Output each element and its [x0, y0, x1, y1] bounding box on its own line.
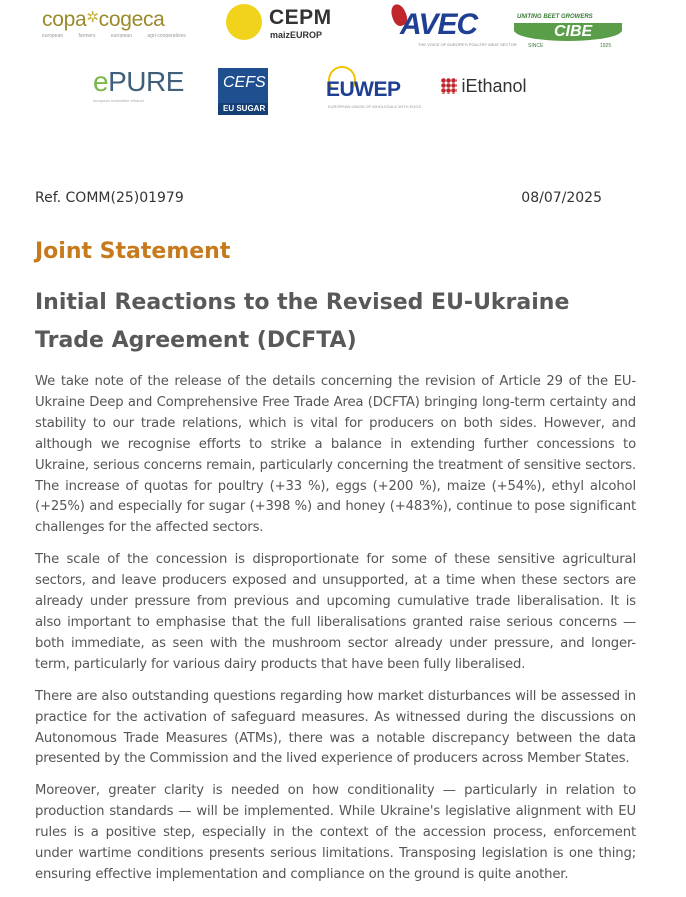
avec-logo-name: AVEC	[400, 8, 478, 41]
body-paragraph: There are also outstanding questions regarding how market disturbances will be assessed in practice for the activation of safeguard measures. As witnessed during the discussions on Autonomous Trade Measures (ATMs), there was a notable discrepancy between the data presented by the Commission and the lived experience of producers across Member States.	[35, 688, 636, 767]
euwep-logo-sub: EUROPEAN UNION OF WHOLESALE WITH EGGS	[328, 104, 422, 109]
cibe-logo	[514, 14, 622, 49]
copa-cogeca-logo-sub: european farmers european agri-cooperatives	[42, 33, 186, 39]
body-paragraph: The scale of the concession is disproportionate for some of these sensitive agricultural sectors, and leave producers exposed and unsupported, at a time when these sectors are already under pressure from previous and upcoming cumulative trade liberalisation. It is also important to emphasise that the full liberalisations granted raise serious concerns — both immediate, as seen with the mushroom sector already under pressure, and longer-term, particularly for various dairy products that have been fully liberalised.	[35, 552, 636, 672]
document-kicker: Joint Statement	[35, 239, 231, 264]
document-title: Initial Reactions to the Revised EU-Ukraine Trade Agreement (DCFTA)	[35, 290, 570, 353]
avec-logo-sub: THE VOICE OF EUROPE'S POULTRY MEAT SECTOR	[418, 42, 517, 47]
cibe-logo-year-right: 1925	[600, 43, 612, 49]
document-date: 08/07/2025	[521, 190, 602, 206]
copa-cogeca-logo: copa✲cogeca european farmers european agri-cooperatives	[42, 8, 186, 39]
cefs-logo-sub: EU SUGAR	[223, 104, 266, 113]
iethanol-logo-name: iEthanol	[461, 76, 527, 96]
reference-number: Ref. COMM(25)01979	[35, 190, 184, 206]
body-paragraph: We take note of the release of the details concerning the revision of Article 29 of the EU-Ukraine Deep and Comprehensive Free Trade Area (DCFTA) bringing long-term certainty and stability to our trade relations, which is vital for producers on both sides. However, and although we recognise efforts to strike a balance in extending further concessions to Ukraine, serious concerns remain, particularly concerning the treatment of sensitive sectors. The increase of quotas for poultry (+33 %), eggs (+200 %), maize (+54%), ethyl alcohol (+25%) and especially for sugar (+398 %) and honey (+483%), continue to pose significant challenges for the affected sectors.	[35, 374, 636, 536]
epure-logo-sub: european renewable ethanol	[93, 98, 144, 103]
cefs-logo	[218, 68, 268, 115]
cibe-logo-name: CIBE	[554, 23, 593, 40]
avec-logo	[392, 4, 517, 48]
body-paragraph: Moreover, greater clarity is needed on how conditionality — particularly in relation to production standards — will be implemented. While Ukraine's legislative alignment with EU rules is a positive step, especially in the context of the accession process, enforcement under wartime conditions presents serious limitations. Transposing legislation is one thing; ensuring effective implementation and compliance on the ground is quite another.	[35, 783, 636, 882]
cibe-logo-year-left: SINCE	[528, 43, 544, 49]
euwep-logo-name: EUWEP	[326, 78, 401, 101]
cibe-logo-top: UNITING BEET GROWERS	[517, 14, 593, 20]
cepm-logo-name: CEPM	[269, 6, 332, 29]
cepm-logo	[226, 4, 336, 44]
epure-logo-e: e	[93, 66, 109, 97]
epure-logo	[93, 66, 185, 112]
epure-logo-name: PURE	[108, 66, 184, 97]
euwep-logo	[326, 66, 422, 110]
dots-icon	[441, 78, 457, 94]
reference-row	[35, 190, 602, 210]
document-body	[35, 372, 636, 897]
maize-icon	[226, 4, 262, 40]
cepm-logo-sub: maizEUROP	[270, 30, 323, 40]
cefs-logo-name: CEFS	[223, 74, 266, 91]
iethanol-logo	[441, 76, 551, 106]
star-icon: ✲	[86, 9, 99, 26]
